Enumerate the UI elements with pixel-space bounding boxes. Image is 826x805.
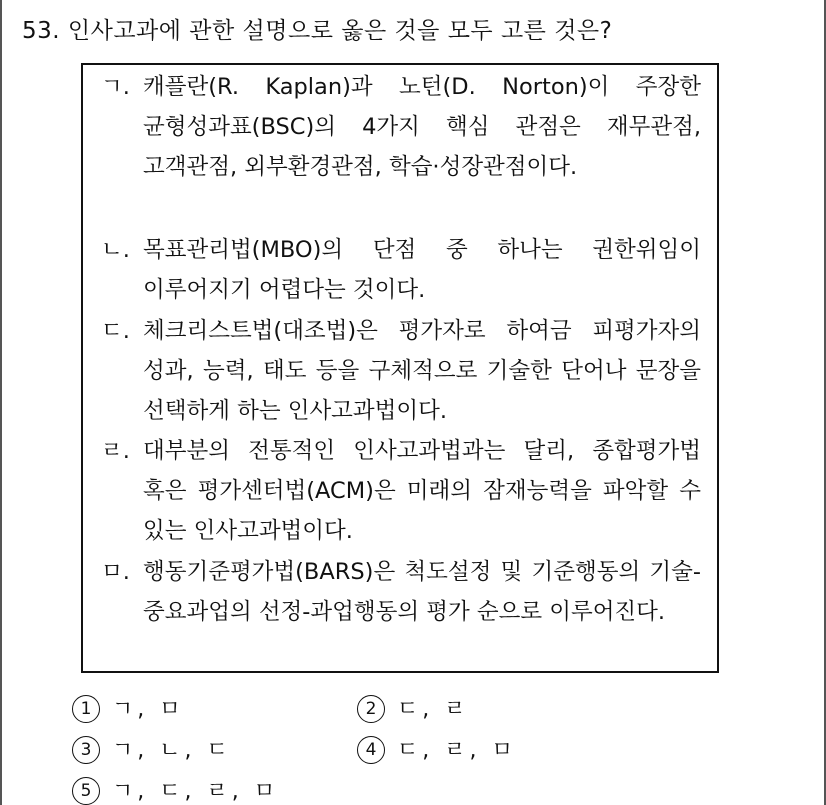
choice-text: ㄷ, ㄹ [397,697,470,722]
statement-text: 체크리스트법(대조법)은 평가자로 하여금 피평가자의 성과, 능력, 태도 등을 구체적으로 기술한 단어나 문장을 선택하게 하는 인사고과법이다. [143,318,701,425]
statement-marker: ㄷ. [101,318,130,344]
answer-choice-4[interactable] [357,733,517,764]
answer-choice-1[interactable] [72,692,185,723]
statement-item [101,431,701,552]
statement-item [101,230,701,310]
statement-item [101,311,701,432]
statement-marker: ㄱ. [101,74,130,100]
statement-text: 목표관리법(MBO)의 단점 중 하나는 권한위임이 이루어지기 어렵다는 것이다. [143,237,701,304]
answer-choice-2[interactable] [357,692,470,723]
choice-number: 5 [72,777,100,805]
statement-marker: ㄴ. [101,237,130,263]
statement-item [101,67,701,188]
statement-item [101,552,701,632]
statement-marker: ㅁ. [101,559,130,585]
choice-text: ㄱ, ㄷ, ㄹ, ㅁ [112,779,279,804]
statement-box [81,63,719,673]
choice-number: 2 [357,695,385,723]
statement-text: 캐플란(R. Kaplan)과 노턴(D. Norton)이 주장한 균형성과표(BSC)의 4가지 핵심 관점은 재무관점, 고객관점, 외부환경관점, 학습·성장관점이다. [143,74,701,181]
statement-text: 대부분의 전통적인 인사고과법과는 달리, 종합평가법 혹은 평가센터법(ACM)은 미래의 잠재능력을 파악할 수 있는 인사고과법이다. [143,438,701,545]
choice-number: 1 [72,695,100,723]
answer-choice-3[interactable] [72,733,232,764]
answer-choice-5[interactable] [72,774,279,805]
choice-text: ㄷ, ㄹ, ㅁ [397,738,517,763]
statement-text: 행동기준평가법(BARS)은 척도설정 및 기준행동의 기술-중요과업의 선정-과업행동의 평가 순으로 이루어진다. [143,559,701,626]
question-title: 53. 인사고과에 관한 설명으로 옳은 것을 모두 고른 것은? [22,18,613,44]
statement-marker: ㄹ. [101,438,130,464]
choice-number: 3 [72,736,100,764]
choice-text: ㄱ, ㅁ [112,697,185,722]
choice-text: ㄱ, ㄴ, ㄷ [112,738,232,763]
choice-number: 4 [357,736,385,764]
